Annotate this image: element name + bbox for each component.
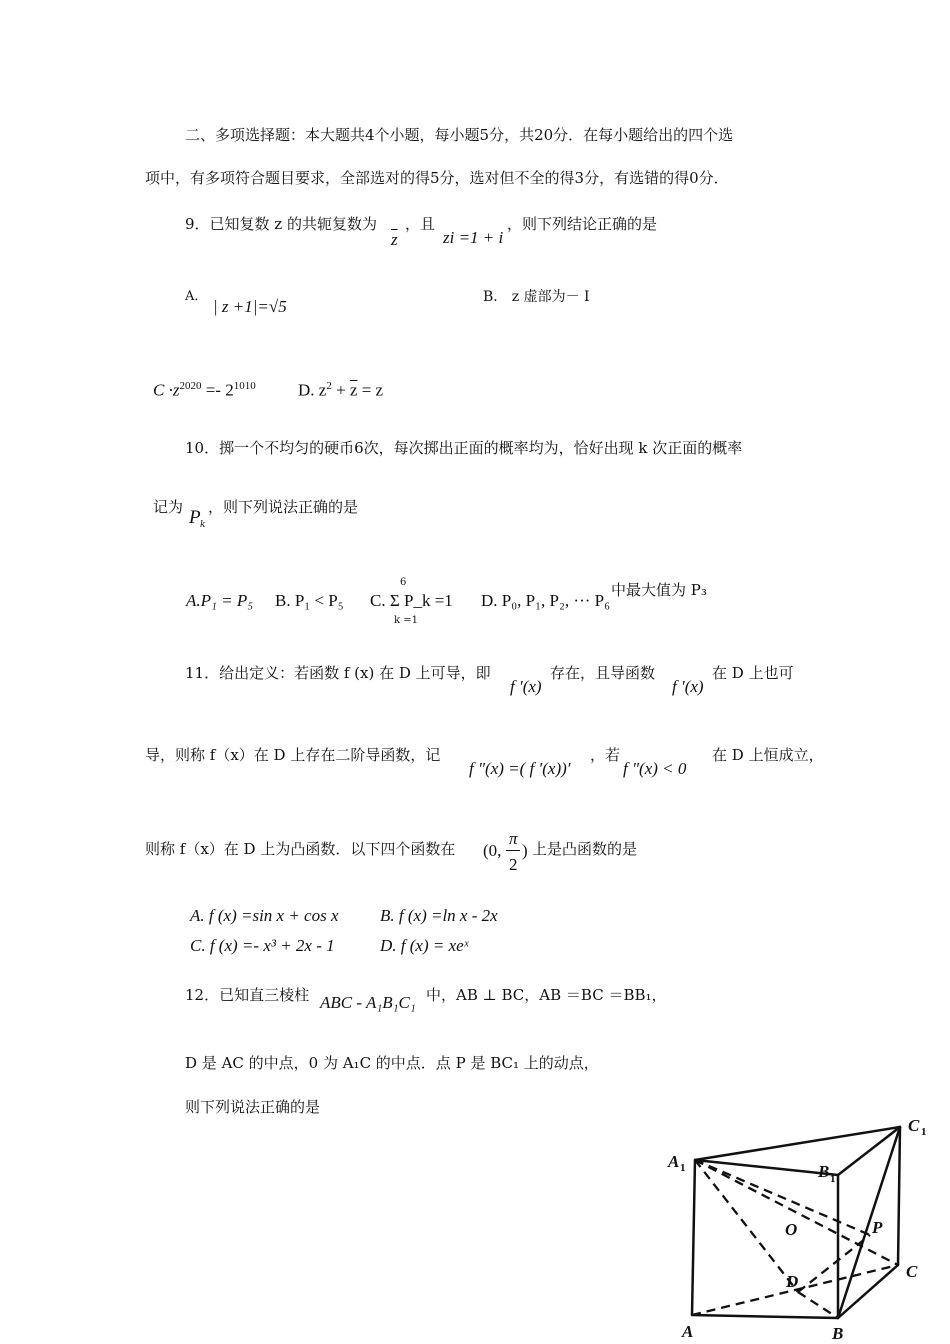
q10-option-d-tail: 中最大值为 P₃	[611, 581, 707, 599]
q10-stem-line2-b: ，则下列说法正确的是	[208, 498, 359, 516]
q11-line3-a: 则称 f（x）在 D 上为凸函数．以下四个函数在	[145, 840, 456, 858]
q11-fprime-1: f ′(x)	[510, 677, 542, 696]
label-o: O	[785, 1220, 798, 1239]
q9-stem-b: ，且	[405, 215, 436, 233]
q11-option-a: A. f (x) =sin x + cos x	[190, 906, 339, 925]
q9-conjugate-z: $\overline{z}$	[391, 230, 398, 249]
label-a1-sub: 1	[680, 1162, 686, 1174]
q10-stem-line1: 10．掷一个不均匀的硬币6次，每次掷出正面的概率均为，恰好出现 k 次正面的概率	[185, 439, 743, 457]
q10-option-c-lower: k =1	[394, 615, 418, 626]
label-b1: B	[818, 1162, 830, 1181]
section-header-line1: 二、多项选择题：本大题共4个小题，每小题5分，共20分．在每小题给出的四个选	[185, 126, 734, 144]
q11-option-b: B. f (x) =ln x - 2x	[380, 906, 498, 925]
label-a1: A	[668, 1152, 680, 1171]
q10-stem-line2-a: 记为	[153, 498, 184, 516]
edge-c1-c	[898, 1127, 900, 1265]
q11-pi: π	[509, 829, 518, 848]
q10-option-d: D. P₀, P₁, P₂, ··· P₆	[481, 591, 611, 610]
q9-stem-a: 9．已知复数 z 的共轭复数为	[185, 215, 377, 233]
q11-interval-left: (0,	[483, 841, 502, 860]
label-c: C	[906, 1262, 918, 1281]
q9-option-c: $C \cdot z^{2020} =- 2^{1010}$	[153, 380, 256, 400]
label-c1: C	[908, 1116, 920, 1135]
q11-line1-b: 存在，且导函数	[550, 664, 656, 682]
q11-option-c: C. f (x) =- x³ + 2x - 1	[190, 936, 335, 955]
label-c1-sub: 1	[921, 1126, 927, 1138]
prism-diagram	[660, 1105, 945, 1340]
edge-a1-a	[692, 1160, 695, 1315]
prism-figure	[660, 1105, 945, 1340]
edge-a1-c1	[695, 1127, 900, 1160]
q10-option-c-upper: 6	[400, 577, 407, 588]
q11-line2-b: ，若	[590, 746, 621, 764]
q11-interval-right: )	[522, 841, 528, 860]
q12-prism: ABC - A₁B₁C₁	[320, 993, 416, 1012]
q11-line1-a: 11．给出定义：若函数 f (x) 在 D 上可导，即	[185, 664, 491, 682]
q10-pk: P	[189, 507, 201, 528]
label-a: A	[682, 1322, 694, 1340]
q11-inequality: f ″(x) < 0	[623, 759, 687, 778]
q11-line3-b: 上是凸函数的是	[532, 840, 638, 858]
segment-a1-c-hidden	[695, 1160, 898, 1265]
q11-line2-c: 在 D 上恒成立，	[712, 746, 824, 764]
q11-fprime-2: f ′(x)	[672, 677, 704, 696]
segment-d-p-hidden	[798, 1235, 870, 1292]
q11-option-d: D. f (x) = xeˣ	[380, 936, 469, 955]
q10-option-a: A.P₁ = P₅	[186, 591, 254, 610]
q10-option-b: B. P₁ < P₅	[275, 591, 344, 610]
q10-option-c: C. Σ P_k =1	[370, 591, 453, 610]
label-b: B	[832, 1324, 844, 1340]
q9-stem-c: ，则下列结论正确的是	[507, 215, 658, 233]
q9-option-a-label: A．	[185, 289, 208, 304]
label-p: P	[872, 1218, 883, 1237]
q12-line3: 则下列说法正确的是	[185, 1098, 321, 1116]
q12-line1-a: 12．已知直三棱柱	[185, 986, 310, 1004]
q9-equation: zi =1 + i	[443, 228, 504, 247]
segment-a1-d-hidden	[695, 1160, 798, 1292]
q11-two: 2	[509, 855, 518, 874]
edge-a1-b1	[695, 1160, 838, 1175]
q12-line1-b: 中，AB ⊥ BC，AB ＝BC ＝BB₁，	[426, 986, 667, 1004]
q12-line2: D 是 AC 的中点，0 为 A₁C 的中点．点 P 是 BC₁ 上的动点，	[185, 1054, 599, 1072]
q11-line2-a: 导，则称 f（x）在 D 上存在二阶导函数，记	[145, 746, 441, 764]
label-b1-sub: 1	[830, 1173, 836, 1185]
q9-option-d: D. $z^2 + \overline{z} = z$	[298, 380, 384, 400]
q11-line1-c: 在 D 上也可	[712, 664, 794, 682]
edge-b1-c1	[838, 1127, 900, 1175]
edge-a-b	[692, 1315, 838, 1318]
q9-option-a: | z +1|=√5	[213, 297, 287, 316]
q9-option-b: B． z 虚部为－ I	[483, 289, 590, 305]
segment-d-b-hidden	[798, 1292, 838, 1318]
q11-fraction-bar	[506, 850, 520, 851]
section-header-line2: 项中，有多项符合题目要求，全部选对的得5分，选对但不全的得3分，有选错的得0分．	[145, 169, 729, 187]
q10-pk-sub: k	[200, 520, 206, 530]
label-d: D	[786, 1272, 799, 1291]
q11-second-derivative: f ″(x) =( f ′(x))′	[469, 759, 571, 778]
